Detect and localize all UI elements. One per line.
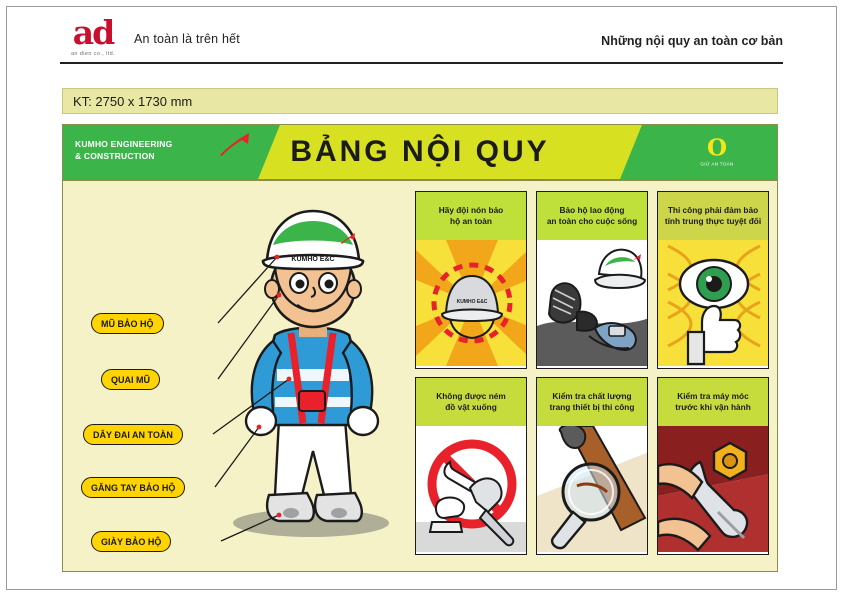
rule-card-integrity-art	[658, 240, 768, 368]
mascot-section	[63, 183, 411, 571]
dimension-label: KT: 2750 x 1730 mm	[73, 93, 193, 109]
rule-card-grid	[415, 191, 771, 563]
wrench-bolt-icon	[658, 426, 768, 552]
callout-safety-harness	[83, 424, 183, 445]
safety-badge	[657, 125, 777, 179]
callout-boots	[91, 531, 171, 552]
page-header	[60, 13, 783, 60]
no-throwing-tools-icon	[416, 426, 526, 552]
kumho-company-name	[75, 138, 172, 162]
logo-mark: ad	[72, 13, 114, 52]
header-slogan: An toàn là trên hết	[134, 32, 240, 46]
callout-helmet-label: MŨ BẢO HỘ	[101, 318, 154, 329]
callout-safety-harness-label: DÂY ĐAI AN TOÀN	[93, 429, 173, 440]
rule-card-ppe	[536, 191, 648, 369]
rule-card-inspect-machine-title: Kiểm tra máy móc trước khi vận hành	[658, 378, 768, 426]
callout-boots-label: GIÀY BẢO HỘ	[101, 536, 162, 547]
callout-gloves	[81, 477, 185, 498]
callout-chinstrap-label: QUAI MŨ	[111, 374, 150, 385]
badge-mark: O	[706, 134, 728, 162]
header-divider	[60, 62, 783, 64]
boots-helmet-harness-icon	[537, 240, 647, 366]
rule-card-inspect-equipment-art	[537, 426, 647, 554]
rule-card-no-throwing-art	[416, 426, 526, 554]
rule-card-inspect-equipment-title: Kiểm tra chất lượng trang thiết bị thi công	[537, 378, 647, 426]
dimension-bar	[62, 88, 778, 114]
rule-card-helmet-art	[416, 240, 526, 368]
kumho-swoosh-icon	[218, 131, 252, 157]
callout-helmet	[91, 313, 164, 334]
rule-card-inspect-machine	[657, 377, 769, 555]
rule-card-ppe-art	[537, 240, 647, 368]
eye-thumbsup-icon	[658, 240, 768, 366]
badge-label: GIỮ AN TOÀN	[700, 161, 734, 167]
rule-card-no-throwing-title: Không được ném đồ vật xuống	[416, 378, 526, 426]
callout-chinstrap	[101, 369, 160, 390]
poster-title: BẢNG NỘI QUY	[290, 135, 550, 168]
header-document-title: Những nội quy an toàn cơ bản	[601, 34, 783, 48]
svg-text:KUMHO E&C: KUMHO E&C	[291, 256, 335, 263]
magnifier-hammer-icon	[537, 426, 647, 552]
helmet-rays-icon	[416, 240, 526, 366]
logo-subtitle: an dien co., ltd.	[70, 51, 116, 57]
rule-card-helmet-title: Hãy đội nón bảo hộ an toàn	[416, 192, 526, 240]
rule-card-integrity-title: Thi công phải đảm bảo tính trung thực tuyệt đối	[658, 192, 768, 240]
kumho-line-2: & CONSTRUCTION	[75, 151, 155, 161]
rule-card-ppe-title: Bảo hộ lao động an toàn cho cuộc sống	[537, 192, 647, 240]
safety-poster	[62, 124, 778, 572]
safety-badge-inner	[700, 134, 734, 167]
rule-card-inspect-machine-art	[658, 426, 768, 554]
rule-card-integrity	[657, 191, 769, 369]
callout-gloves-label: GĂNG TAY BẢO HỘ	[91, 482, 176, 493]
poster-header-band	[63, 125, 777, 181]
rule-card-helmet	[415, 191, 527, 369]
kumho-line-1: KUMHO ENGINEERING	[75, 139, 173, 149]
rule-card-inspect-equipment	[536, 377, 648, 555]
svg-text:KUMHO E&C: KUMHO E&C	[456, 299, 488, 305]
rule-card-no-throwing	[415, 377, 527, 555]
company-logo	[60, 13, 126, 57]
